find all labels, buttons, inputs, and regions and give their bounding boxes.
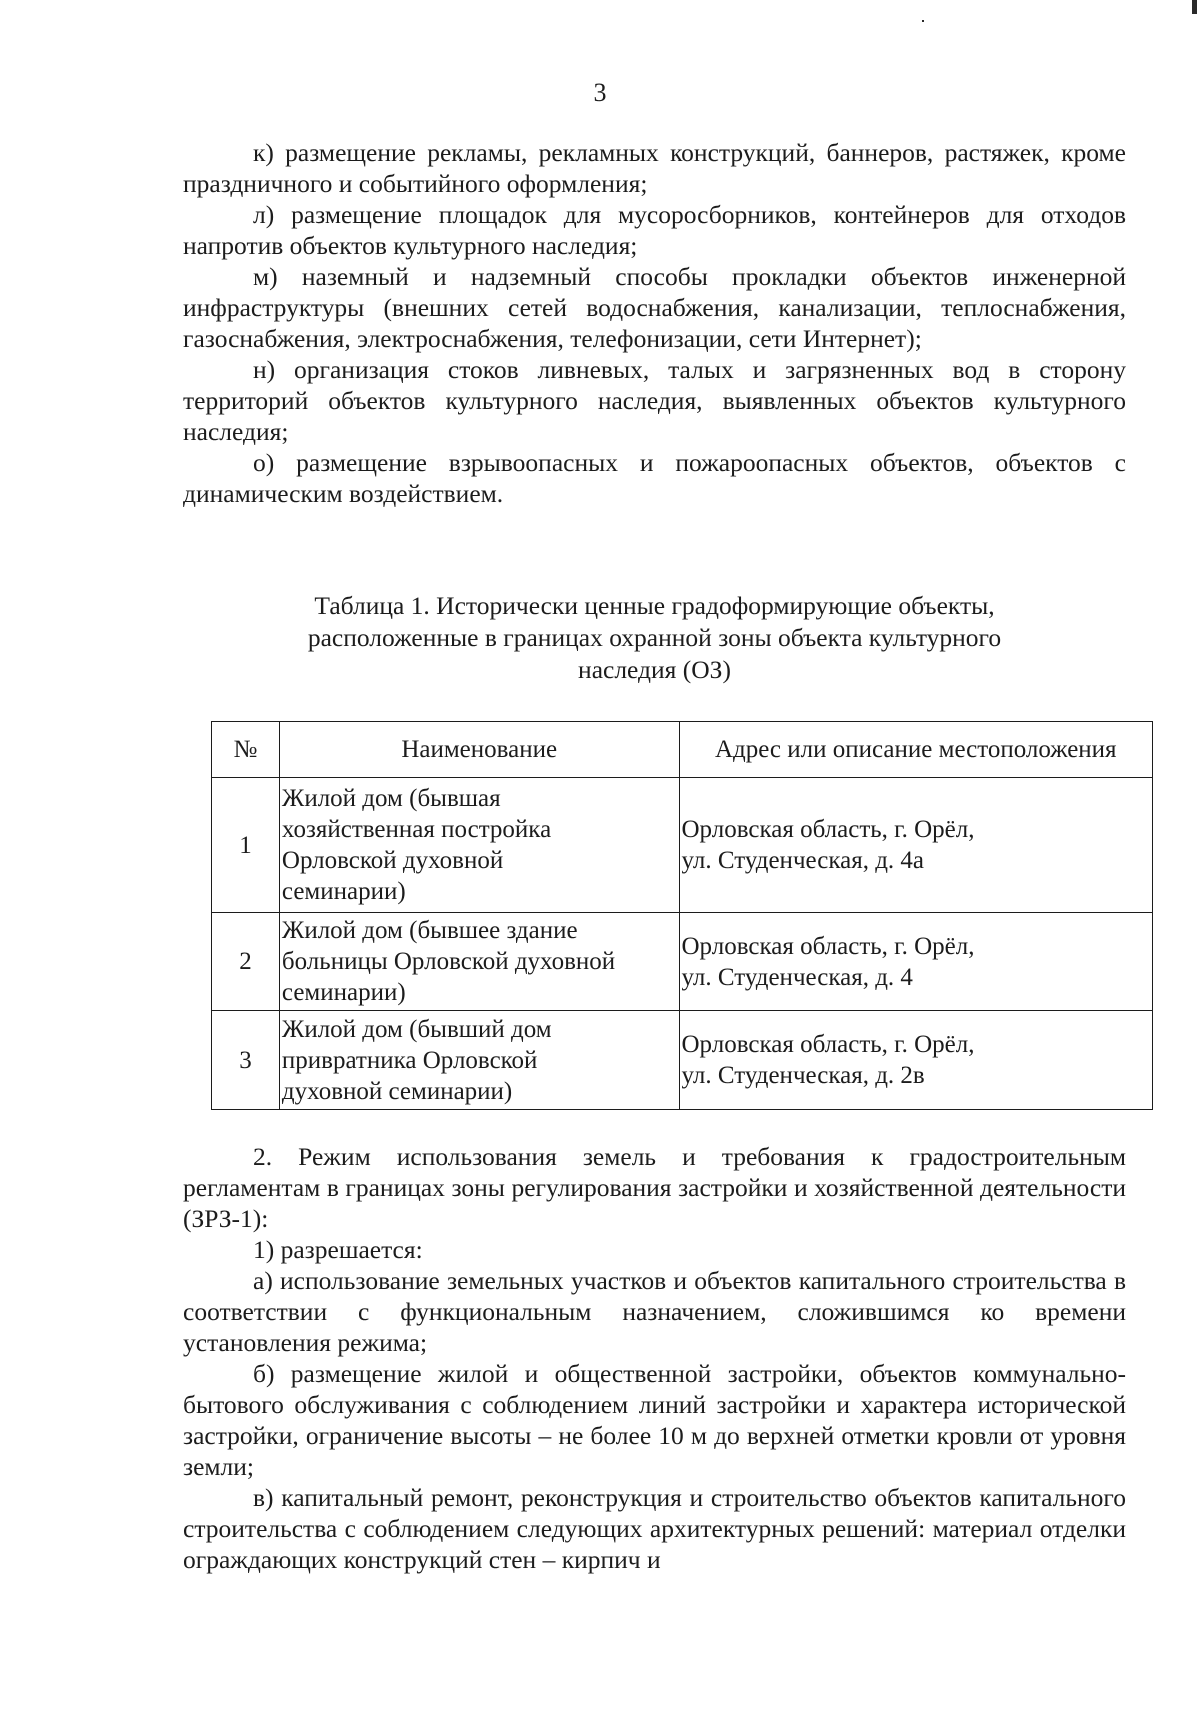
table-caption-line: расположенные в границах охранной зоны объекта культурного xyxy=(307,623,1002,652)
column-header-address: Адрес или описание местоположения xyxy=(679,722,1153,778)
table-row xyxy=(212,1011,1153,1110)
subsection-allowed: 1) разрешается: xyxy=(253,1235,423,1264)
zrz-regime-section xyxy=(183,1141,1126,1575)
object-name-line: привратника Орловской xyxy=(281,1046,538,1074)
object-name xyxy=(279,1011,679,1110)
row-number: 1 xyxy=(212,778,280,913)
list-item-n: н) организация стоков ливневых, талых и загрязненных вод в сторону территорий объектов культурного наследия, выявленных объектов культурного наследия; xyxy=(183,355,1126,446)
table-header-row xyxy=(212,722,1153,778)
list-item-o: о) размещение взрывоопасных и пожароопасных объектов, объектов с динамическим воздействием. xyxy=(183,448,1126,508)
page-number: 3 xyxy=(593,78,607,107)
object-address-line: ул. Студенческая, д. 2в xyxy=(681,1062,925,1089)
table-caption-line: наследия (ОЗ) xyxy=(578,655,731,684)
list-item-k: к) размещение рекламы, рекламных конструкций, баннеров, растяжек, кроме праздничного и событийного оформления; xyxy=(183,138,1126,198)
table-row xyxy=(212,778,1153,913)
object-name-line: духовной семинарии) xyxy=(281,1077,513,1105)
object-address-line: ул. Студенческая, д. 4 xyxy=(681,963,913,991)
object-address xyxy=(679,1011,1153,1110)
column-header-number: № xyxy=(212,722,280,778)
object-address xyxy=(679,778,1153,913)
object-address-line: Орловская область, г. Орёл, xyxy=(681,932,975,960)
list-item-m: м) наземный и надземный способы прокладки объектов инженерной инфраструктуры (внешних сетей водоснабжения, канализации, теплоснабжения, газоснабжения, электроснабжения, телефонизации, сети Интернет); xyxy=(183,262,1126,353)
object-name xyxy=(279,913,679,1011)
object-name-line: хозяйственная постройка xyxy=(281,816,552,843)
table-caption-line: Таблица 1. Исторически ценные градоформирующие объекты, xyxy=(314,591,995,620)
object-name-line: Жилой дом (бывшее здание xyxy=(281,917,578,944)
allowed-item-a: а) использование земельных участков и объектов капитального строительства в соответствии с функциональным назначением, сложившимся ко времени установления режима; xyxy=(183,1266,1126,1357)
column-header-name: Наименование xyxy=(279,722,679,778)
allowed-item-b: б) размещение жилой и общественной застройки, объектов коммунально-бытового обслуживания с соблюдением линий застройки и характера исторической застройки, ограничение высоты – не более 10 м до верхней отметки кровли от уровня земли; xyxy=(183,1359,1126,1481)
object-name-line: больницы Орловской духовной xyxy=(281,948,616,975)
object-name-line: Жилой дом (бывший дом xyxy=(281,1015,552,1043)
heritage-objects-table xyxy=(211,721,1153,1110)
prohibited-activities-list xyxy=(183,137,1126,509)
table-caption xyxy=(183,590,1126,686)
object-address-line: Орловская область, г. Орёл, xyxy=(681,1031,975,1058)
row-number: 3 xyxy=(212,1011,280,1110)
list-item-l: л) размещение площадок для мусоросборников, контейнеров для отходов напротив объектов культурного наследия; xyxy=(183,200,1126,260)
object-name xyxy=(279,778,679,913)
section-heading-paragraph: 2. Режим использования земель и требования к градостроительным регламентам в границах зоны регулирования застройки и хозяйственной деятельности (ЗРЗ-1): xyxy=(183,1142,1126,1233)
object-address xyxy=(679,913,1153,1011)
scan-mark xyxy=(1192,0,1197,14)
object-address-line: Орловская область, г. Орёл, xyxy=(681,816,975,843)
allowed-item-v: в) капитальный ремонт, реконструкция и строительство объектов капитального строительства с соблюдением следующих архитектурных решений: материал отделки ограждающих конструкций стен – кирпич и xyxy=(183,1483,1126,1574)
object-name-line: Орловской духовной xyxy=(281,847,504,874)
object-name-line: семинарии) xyxy=(281,878,406,905)
table-row xyxy=(212,913,1153,1011)
object-address-line: ул. Студенческая, д. 4а xyxy=(681,847,925,874)
row-number: 2 xyxy=(212,913,280,1011)
object-name-line: семинарии) xyxy=(281,979,406,1006)
scan-dot xyxy=(922,20,924,22)
object-name-line: Жилой дом (бывшая xyxy=(281,785,501,812)
